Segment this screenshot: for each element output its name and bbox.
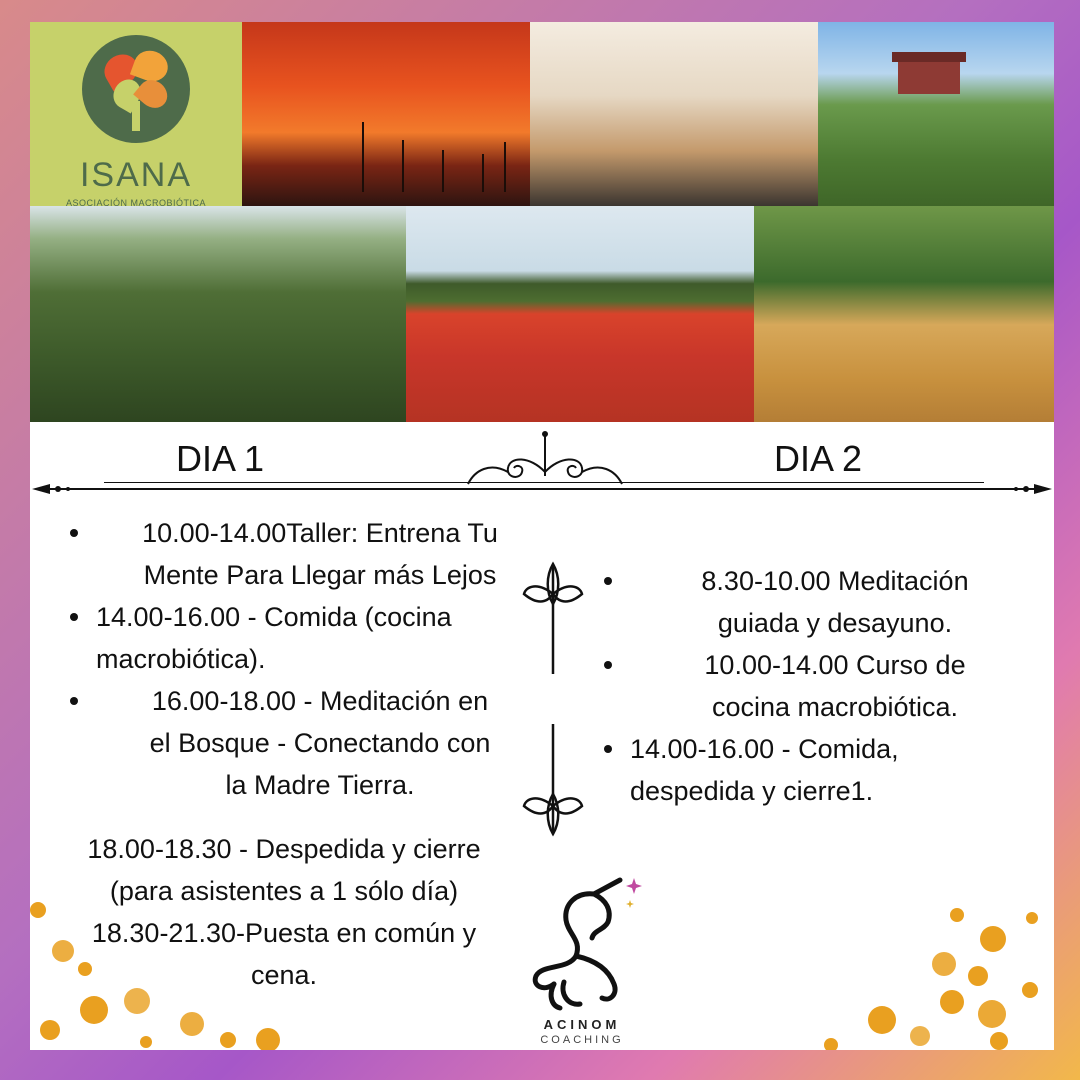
brand-subtitle: COACHING	[540, 1034, 624, 1046]
country-house-photo	[818, 22, 1054, 206]
list-item: 8.30-10.00 Meditación guiada y desayuno.	[600, 560, 1030, 644]
list-item: 16.00-18.00 - Meditación en el Bosque - Conectando con la Madre Tierra.	[70, 680, 540, 806]
tree-icon	[82, 35, 190, 143]
wheat-field-photo	[754, 206, 1054, 422]
leaf-arrow-icon	[518, 534, 588, 864]
flourish-ornament-icon	[450, 426, 640, 492]
unicorn-icon	[524, 872, 644, 1012]
list-item: 14.00-16.00 - Comida, despedida y cierre1.	[600, 728, 1030, 812]
day2-heading: DIA 2	[774, 438, 863, 479]
arrow-left-end-icon	[30, 480, 110, 498]
brand-name: ACINOM	[543, 1017, 621, 1032]
day1-schedule	[70, 512, 540, 806]
day1-heading: DIA 1	[176, 438, 265, 479]
sunset-wind-turbines-photo	[242, 22, 530, 206]
list-item: 10.00-14.00Taller: Entrena Tu Mente Para Llegar más Lejos	[70, 512, 540, 596]
day1-closing: 18.00-18.30 - Despedida y cierre (para asistentes a 1 sólo día) 18.30-21.30-Puesta en común y cena.	[87, 834, 481, 990]
pine-forest-photo	[30, 206, 406, 422]
kitchen-photo	[530, 22, 818, 206]
isana-logo	[30, 22, 242, 206]
day2-schedule	[600, 560, 1030, 812]
logo-subtitle: ASOCIACIÓN MACROBIÓTICA	[65, 198, 206, 206]
list-item: 14.00-16.00 - Comida (cocina macrobiótica).	[70, 596, 540, 680]
arrow-right-end-icon	[974, 480, 1054, 498]
poppy-field-photo	[406, 206, 754, 422]
list-item: 10.00-14.00 Curso de cocina macrobiótica.	[600, 644, 1030, 728]
poster	[30, 22, 1054, 1050]
logo-title: ISANA	[79, 156, 193, 194]
